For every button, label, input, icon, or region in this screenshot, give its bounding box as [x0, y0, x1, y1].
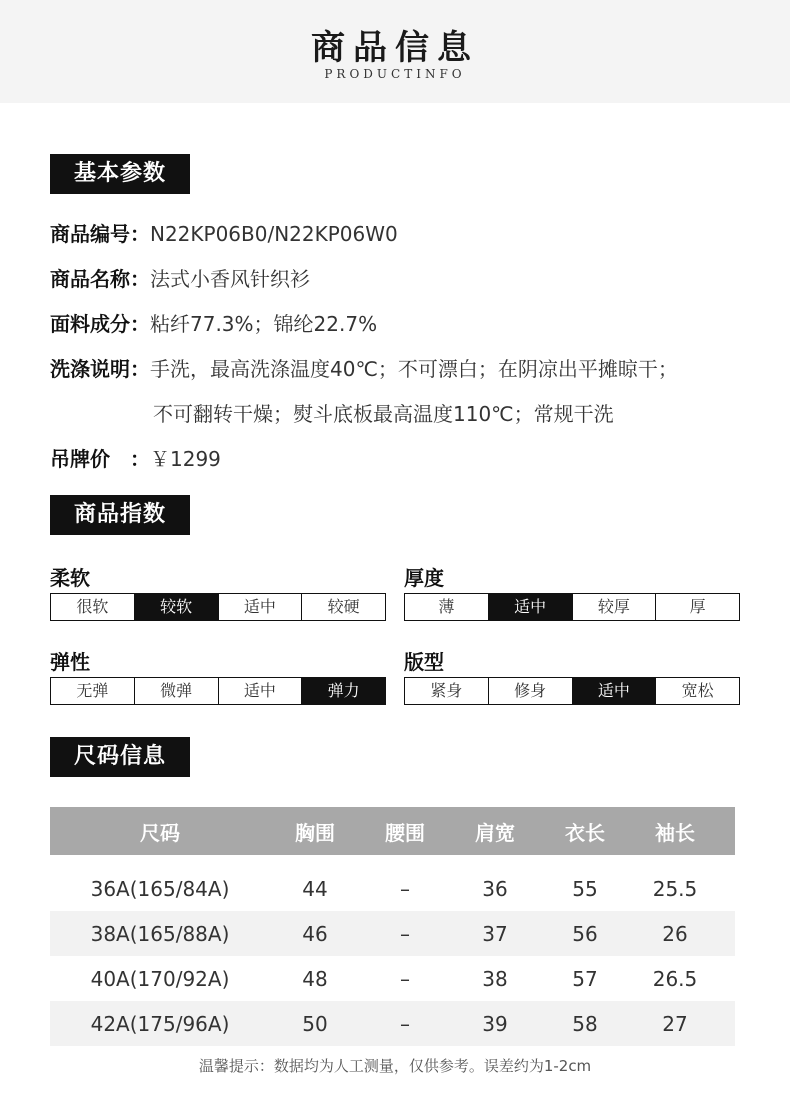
scale-option: 适中	[489, 594, 573, 620]
scale-option: 较硬	[327, 597, 360, 616]
scale-option: 薄	[405, 594, 489, 620]
param-value: 手洗，最高洗涤温度40℃；不可漂白；在阴凉出平摊晾干；	[150, 357, 678, 381]
table-header-cell: 腰围	[385, 820, 425, 845]
table-cell: 42A(175/96A)	[90, 1011, 230, 1036]
table-cell: 39	[482, 1011, 508, 1036]
param-wash-continuation: 不可翻转干燥；熨斗底板最高温度110℃；常规干洗	[153, 402, 614, 426]
index-scale-fit	[404, 677, 740, 705]
section-size-title: 尺码信息	[50, 737, 190, 777]
index-scale-elasticity	[50, 677, 386, 705]
param-key: 吊牌价 ：	[50, 447, 150, 471]
table-row	[50, 956, 735, 1001]
index-label-softness: 柔软	[50, 566, 90, 590]
param-value: 法式小香风针织衫	[150, 267, 310, 291]
table-header-cell: 尺码	[140, 820, 180, 845]
index-label-fit: 版型	[404, 650, 444, 674]
table-row	[50, 866, 735, 911]
table-row	[50, 911, 735, 956]
page-subtitle: PRODUCTINFO	[324, 67, 466, 81]
scale-option: 紧身	[405, 678, 489, 704]
scale-option: 很软	[51, 594, 135, 620]
table-cell: 50	[302, 1011, 328, 1036]
table-cell: 36	[482, 876, 508, 901]
index-scale-softness	[50, 593, 386, 621]
param-key: 商品编号：	[50, 222, 150, 246]
table-cell: 38A(165/88A)	[90, 921, 230, 946]
table-cell: 37	[482, 921, 508, 946]
table-cell: 55	[572, 876, 598, 901]
page-title: 商品信息	[311, 28, 479, 68]
param-row-code	[50, 222, 398, 246]
table-cell: 57	[572, 966, 598, 991]
table-header-cell: 肩宽	[475, 820, 515, 845]
scale-option: 无弹	[51, 678, 135, 704]
table-cell: 25.5	[652, 876, 698, 901]
scale-option: 较软	[135, 594, 219, 620]
scale-option: 厚	[689, 597, 706, 616]
table-cell: 27	[662, 1011, 688, 1036]
scale-option: 弹力	[302, 678, 385, 704]
param-key: 面料成分：	[50, 312, 150, 336]
scale-option: 宽松	[681, 681, 714, 700]
table-cell: –	[400, 1011, 410, 1036]
scale-option: 较厚	[573, 594, 657, 620]
param-row-price	[50, 447, 221, 471]
param-value: ￥1299	[150, 447, 221, 471]
param-row-wash	[50, 357, 678, 381]
size-table	[50, 807, 735, 1046]
param-row-name	[50, 267, 310, 291]
page-header	[0, 0, 790, 103]
table-header-cell: 袖长	[655, 820, 695, 845]
scale-option: 适中	[219, 594, 303, 620]
table-header-cell: 胸围	[295, 820, 335, 845]
index-label-thickness: 厚度	[404, 566, 444, 590]
table-cell: 44	[302, 876, 328, 901]
param-key: 商品名称：	[50, 267, 150, 291]
scale-option: 适中	[219, 678, 303, 704]
table-header-cell: 衣长	[565, 820, 605, 845]
measurement-note: 温馨提示：数据均为人工测量，仅供参考。误差约为1-2cm	[198, 1057, 592, 1075]
table-cell: 58	[572, 1011, 598, 1036]
index-scale-thickness	[404, 593, 740, 621]
table-header-row	[50, 807, 735, 855]
scale-option: 修身	[489, 678, 573, 704]
table-cell: –	[400, 921, 410, 946]
scale-option: 微弹	[135, 678, 219, 704]
table-cell: 26.5	[652, 966, 698, 991]
table-cell: –	[400, 966, 410, 991]
param-key: 洗涤说明：	[50, 357, 150, 381]
index-label-elasticity: 弹性	[50, 650, 90, 674]
table-cell: 48	[302, 966, 328, 991]
param-value: 粘纤77.3%；锦纶22.7%	[150, 312, 378, 336]
table-cell: 38	[482, 966, 508, 991]
table-cell: 40A(170/92A)	[90, 966, 230, 991]
section-basic-title: 基本参数	[50, 154, 190, 194]
table-cell: 46	[302, 921, 328, 946]
section-index-title: 商品指数	[50, 495, 190, 535]
table-cell: 36A(165/84A)	[90, 876, 230, 901]
table-row	[50, 1001, 735, 1046]
param-value: N22KP06B0/N22KP06W0	[150, 222, 398, 246]
param-row-fabric	[50, 312, 377, 336]
table-cell: 56	[572, 921, 598, 946]
scale-option: 适中	[573, 678, 657, 704]
table-cell: –	[400, 876, 410, 901]
table-cell: 26	[662, 921, 688, 946]
